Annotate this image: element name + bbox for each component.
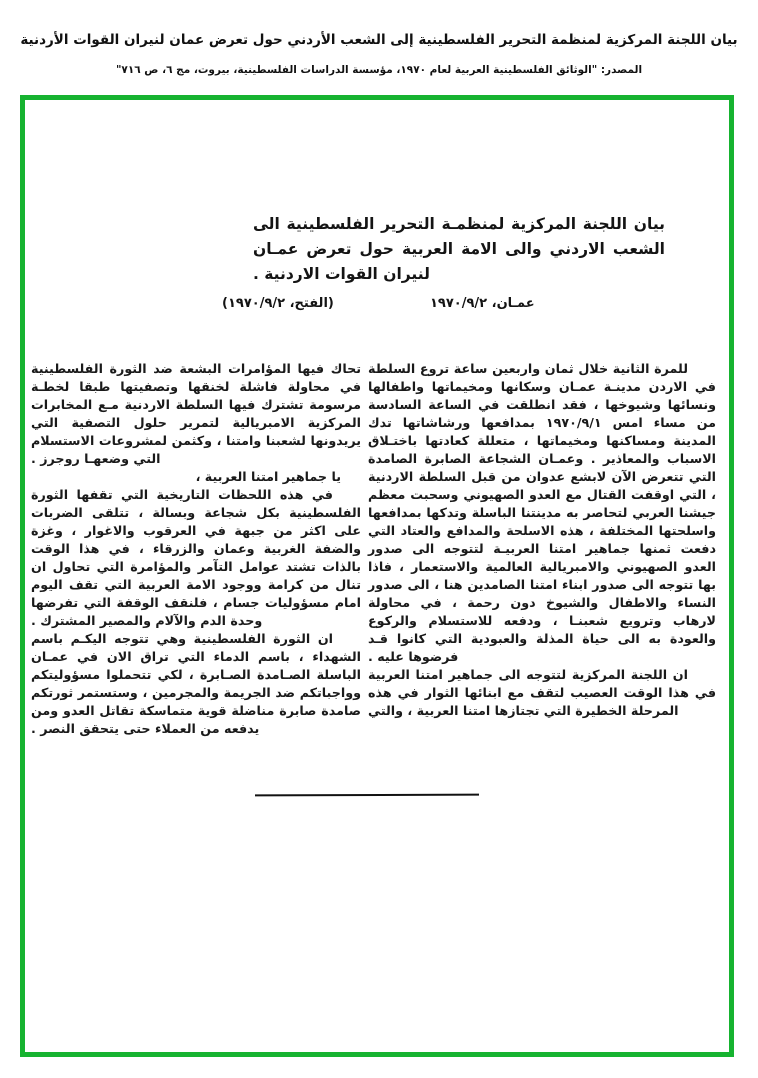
paragraph-salutation: يا جماهير امتنا العربية ، (195, 469, 341, 484)
source-citation: المصدر: "الوثائق الفلسطينية العربية لعام ١٩٧٠، مؤسسة الدراسات الفلسطينية، بيروت، مج ٦، ص ٧١٦" (115, 64, 643, 76)
body-column-left (31, 360, 361, 738)
paragraph: ان اللجنة المركزية لتتوجه الى جماهير امتنا العربية في هذا الوقت العصيب لتقف مع ابنائها الثوار في هذه المرحلة الخطيرة التي تجتازها امتنا العربية ، والتي (368, 667, 716, 718)
dateline-place-date: عمـان، ١٩٧٠/٩/٢ (430, 296, 535, 311)
paragraph: للمرة الثانية خلال ثمان واربعين ساعة تروع السلطة في الاردن مدينـة عمـان وسكانها ومخيماتها واطفالها ونسائها وشيوخها ، فقد انطلقت في الساعة السادسة من مساء امس ١٩٧٠/٩/١ بمدافعها ورشاشاتها تدك المدينة ومساكنها ومخيماتها ، متعللة كعادتها باختـلاق الاسباب والمعاذير . وعمـان الشجاعة الصابرة الصامدة التي تتعرض الآن لابشع عدوان من قبل السلطة الاردنية ، التي اوقفت القتال مع العدو الصهيوني وسحبت معظم جيشنا العربي لتحاصر به مدينتنا الباسلة وتدكها بمدافعها واسلحتها المختلفة ، هذه الاسلحة والمدافع والعتاد التي دفعت ثمنها جماهير امتنا العربيـة لتتوجه الى صدور العدو الصهيوني والامبريالية العالمية والاستعمار ، فاذا بها تتوجه الى صدور ابناء امتنا الصامدين هنا ، الى صدور النساء والاطفال والشيوخ دون رحمة ، في محاولة لارهاب وترويع شعبنـا ، ودفعه للاستسلام والركوع والعودة به الى حياة المذلة والعبودية التي كانوا قـد فرضوها عليه . (368, 361, 716, 664)
paragraph: في هذه اللحظات التاريخية التي تقفها الثورة الفلسطينية بكل شجاعة وبسالة ، تتلقى الضربات على اكثر من جبهة في العرقوب والاغوار ، وغزة والضفة الغربية وعمان والزرقاء ، في هذا الوقت بالذات تشتد عوامل التآمر والمؤامرة التي تحاول ان تنال من كرامة ووجود الامة العربية التي تقف اليوم امام مسؤوليات جسام ، فلنقف الوقفة التي تفرضها وحدة الدم والآلام والمصير المشترك . (31, 487, 361, 628)
document-frame (20, 95, 734, 1057)
paragraph: ان الثورة الفلسطينية وهي تتوجه اليكـم باسم الشهداء ، باسم الدماء التي تراق الان في عمـان الباسلة الصـامدة الصـابرة ، لكي تتحملوا مسؤوليتكم وواجباتكم ضد الجريمة والمجرمين ، وستستمر ثورتكم صامدة صابرة مناضلة قوية متماسكة تقاتل العدو ومن يدفعه من العملاء حتى يتحقق النصر . (31, 631, 361, 736)
document-title (253, 212, 665, 287)
divider-rule (255, 794, 479, 797)
document-title-line-3: لنيران القوات الاردنية . (253, 265, 430, 283)
document-title-line-1: بيان اللجنة المركزية لمنظمـة التحرير الفلسطينية الى (253, 215, 665, 233)
dateline-publication: (الفتح، ١٩٧٠/٩/٢) (222, 296, 334, 311)
page-title: بيان اللجنة المركزية لمنظمة التحرير الفلسطينية إلى الشعب الأردني حول تعرض عمان لنيران القوات الأردنية (20, 32, 738, 48)
body-column-right (368, 360, 716, 720)
paragraph: تحاك فيها المؤامرات البشعة ضد الثورة الفلسطينية في محاولة فاشلة لخنقها وتصفيتها طبقا لخطـة مرسومة تشترك فيها السلطة الاردنية مـع المخابرات المركزية الامبريالية لتمرير حلول التصفية التي يريدونها لشعبنا وامتنا ، وكثمن لمشروعات الاستسلام التي وضعهـا روجرز . (31, 361, 361, 466)
document-title-line-2: الشعب الاردني والى الامة العربية حول تعرض عمـان (253, 240, 665, 258)
